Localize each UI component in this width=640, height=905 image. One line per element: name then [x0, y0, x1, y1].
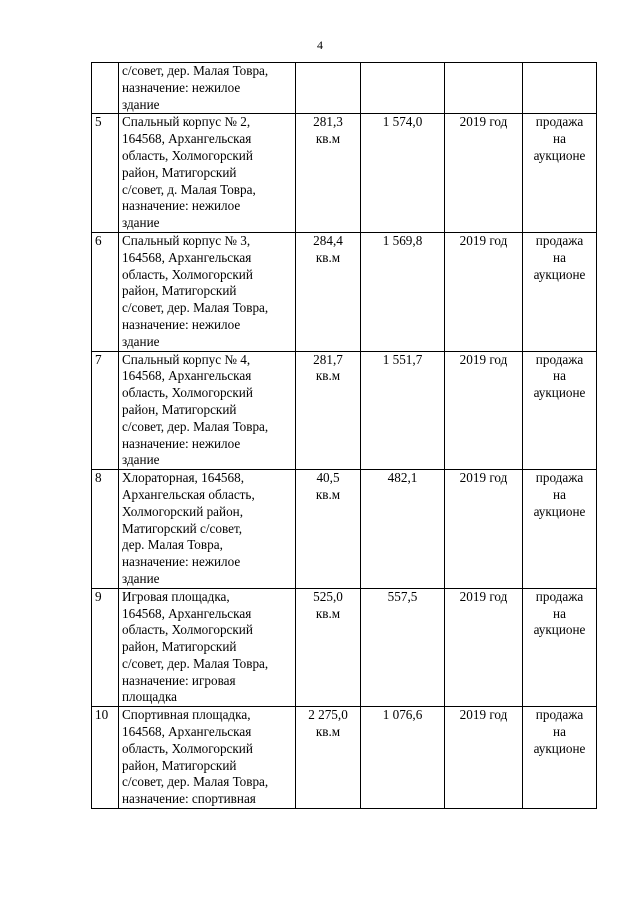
cell-line: с/совет, дер. Малая Товра, [122, 63, 269, 78]
table-row [92, 232, 597, 351]
cell-line: область, Холмогорский [122, 740, 253, 756]
cell-line: кв.м [315, 605, 341, 621]
cell-line: продажа [535, 114, 584, 130]
cell-line: аукционе [533, 266, 586, 282]
cell-line: Холмогорский район, [122, 503, 244, 519]
cell-line: здание [122, 96, 160, 112]
table-row [92, 114, 597, 233]
price-cell [361, 707, 445, 809]
cell-line: с/совет, д. Малая Товра, [122, 181, 256, 197]
area-cell [296, 63, 361, 114]
price-cell [361, 470, 445, 589]
cell-text: 6 [95, 232, 102, 248]
cell-line: назначение: нежилое [122, 554, 241, 570]
cell-text: 10 [95, 707, 109, 723]
cell-line: 2 275,0 [308, 707, 348, 723]
cell-line: Спальный корпус № 2, [122, 114, 251, 130]
cell-line: кв.м [315, 249, 341, 265]
description-cell [119, 588, 296, 707]
cell-line: на [553, 131, 566, 147]
row-number-cell [92, 470, 119, 589]
cell-line: Игровая площадка, [122, 588, 230, 604]
cell-line: площадка [122, 689, 178, 705]
cell-line: с/совет, дер. Малая Товра, [122, 774, 269, 790]
property-table [91, 62, 597, 809]
cell-text: 1 076,6 [382, 707, 423, 723]
cell-text: 5 [95, 114, 102, 130]
cell-text: 2019 год [459, 232, 508, 248]
area-cell [296, 114, 361, 233]
price-cell [361, 63, 445, 114]
cell-line: Спальный корпус № 4, [122, 351, 251, 367]
cell-line: кв.м [315, 724, 341, 740]
cell-line: 525,0 [313, 588, 343, 604]
description-cell [119, 63, 296, 114]
method-cell [523, 470, 597, 589]
cell-line: кв.м [315, 131, 341, 147]
method-cell [523, 707, 597, 809]
cell-line: назначение: нежилое [122, 435, 241, 451]
method-cell [523, 232, 597, 351]
cell-line: 164568, Архангельская [122, 249, 252, 265]
table-row [92, 707, 597, 809]
method-cell [523, 588, 597, 707]
year-cell [445, 63, 523, 114]
cell-line: продажа [535, 351, 584, 367]
cell-line: кв.м [315, 368, 341, 384]
area-cell [296, 707, 361, 809]
cell-line: район, Матигорский [122, 639, 237, 655]
cell-line: продажа [535, 232, 584, 248]
cell-line: назначение: игровая [122, 672, 236, 688]
cell-text: 2019 год [459, 470, 508, 486]
table-body [92, 63, 597, 809]
cell-line: район, Матигорский [122, 757, 237, 773]
cell-text: 2019 год [459, 707, 508, 723]
price-cell [361, 351, 445, 470]
cell-text: 7 [95, 351, 102, 367]
cell-line: на [553, 605, 566, 621]
cell-line: 281,3 [313, 114, 343, 130]
table-row [92, 351, 597, 470]
cell-line: Матигорский с/совет, [122, 520, 243, 536]
cell-line: Спальный корпус № 3, [122, 232, 251, 248]
area-cell [296, 470, 361, 589]
method-cell [523, 351, 597, 470]
cell-line: аукционе [533, 503, 586, 519]
cell-line: кв.м [315, 486, 341, 502]
cell-line: аукционе [533, 147, 586, 163]
price-cell [361, 114, 445, 233]
cell-line: на [553, 249, 566, 265]
cell-line: здание [122, 215, 160, 231]
cell-text: 482,1 [387, 470, 418, 486]
description-cell [119, 114, 296, 233]
cell-line: 164568, Архангельская [122, 131, 252, 147]
price-cell [361, 232, 445, 351]
area-cell [296, 351, 361, 470]
description-cell [119, 232, 296, 351]
cell-line: Спортивная площадка, [122, 707, 251, 723]
cell-line: здание [122, 452, 160, 468]
cell-line: область, Холмогорский [122, 622, 253, 638]
table-row [92, 63, 597, 114]
row-number-cell [92, 232, 119, 351]
cell-text: 1 551,7 [382, 351, 423, 367]
cell-line: назначение: нежилое [122, 79, 241, 95]
cell-line: 40,5 [316, 470, 340, 486]
cell-line: 164568, Архангельская [122, 368, 252, 384]
cell-line: назначение: нежилое [122, 316, 241, 332]
year-cell [445, 232, 523, 351]
cell-line: с/совет, дер. Малая Товра, [122, 418, 269, 434]
row-number-cell [92, 351, 119, 470]
cell-line: продажа [535, 707, 584, 723]
cell-line: аукционе [533, 385, 586, 401]
cell-line: район, Матигорский [122, 283, 237, 299]
cell-text: 557,5 [387, 588, 418, 604]
cell-line: область, Холмогорский [122, 147, 253, 163]
row-number-cell [92, 63, 119, 114]
method-cell [523, 114, 597, 233]
area-cell [296, 232, 361, 351]
description-cell [119, 707, 296, 809]
cell-line: продажа [535, 588, 584, 604]
year-cell [445, 470, 523, 589]
cell-line: на [553, 368, 566, 384]
page-number: 4 [317, 38, 323, 52]
cell-line: с/совет, дер. Малая Товра, [122, 300, 269, 316]
year-cell [445, 707, 523, 809]
cell-line: аукционе [533, 622, 586, 638]
cell-line: назначение: нежилое [122, 198, 241, 214]
description-cell [119, 470, 296, 589]
cell-line: 284,4 [313, 232, 343, 248]
row-number-cell [92, 707, 119, 809]
cell-text: 1 569,8 [382, 232, 423, 248]
cell-line: на [553, 724, 566, 740]
cell-line: на [553, 486, 566, 502]
cell-line: район, Матигорский [122, 401, 237, 417]
cell-text: 9 [95, 588, 102, 604]
cell-text: 8 [95, 470, 102, 486]
description-cell [119, 351, 296, 470]
cell-line: район, Матигорский [122, 164, 237, 180]
year-cell [445, 114, 523, 233]
cell-line: здание [122, 570, 160, 586]
cell-line: область, Холмогорский [122, 266, 253, 282]
cell-text: 2019 год [459, 351, 508, 367]
cell-text: 2019 год [459, 114, 508, 130]
cell-line: 281,7 [313, 351, 343, 367]
price-cell [361, 588, 445, 707]
cell-line: аукционе [533, 740, 586, 756]
row-number-cell [92, 114, 119, 233]
row-number-cell [92, 588, 119, 707]
area-cell [296, 588, 361, 707]
cell-line: продажа [535, 470, 584, 486]
cell-text: 2019 год [459, 588, 508, 604]
year-cell [445, 588, 523, 707]
cell-line: Архангельская область, [122, 486, 255, 502]
cell-line: 164568, Архангельская [122, 724, 252, 740]
cell-line: Хлораторная, 164568, [122, 470, 245, 486]
cell-line: назначение: спортивная [122, 791, 256, 807]
year-cell [445, 351, 523, 470]
cell-line: область, Холмогорский [122, 385, 253, 401]
cell-line: дер. Малая Товра, [122, 537, 223, 553]
cell-line: с/совет, дер. Малая Товра, [122, 655, 269, 671]
cell-text: 1 574,0 [382, 114, 423, 130]
table-row [92, 470, 597, 589]
cell-line: здание [122, 333, 160, 349]
cell-line: 164568, Архангельская [122, 605, 252, 621]
method-cell [523, 63, 597, 114]
table-row [92, 588, 597, 707]
